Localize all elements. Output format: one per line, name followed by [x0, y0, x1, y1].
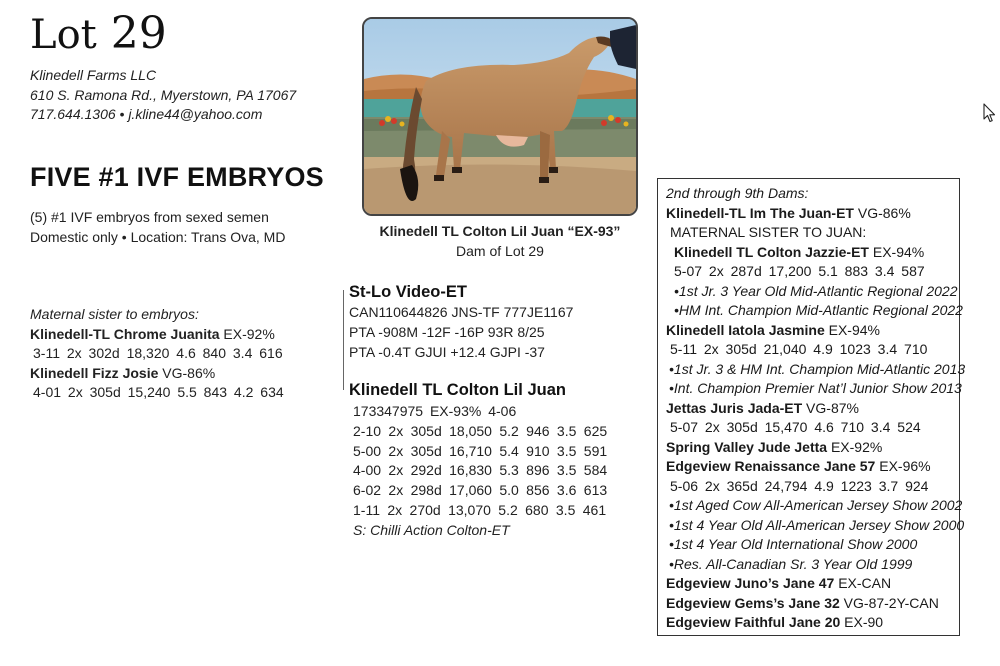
caption-cow-name: Klinedell TL Colton Lil Juan “EX-93”: [379, 223, 621, 239]
description-line: (5) #1 IVF embryos from sexed semen: [30, 209, 269, 225]
dam-entry: [666, 594, 959, 614]
achievement: •1st Jr. 3 & HM Int. Champion Mid-Atlantic 2013: [669, 360, 966, 377]
dams-heading: 2nd through 9th Dams:: [666, 185, 809, 201]
description-line: Domestic only • Location: Trans Ova, MD: [30, 229, 286, 245]
farm-address: 610 S. Ramona Rd., Myerstown, PA 17067: [30, 86, 297, 103]
production-record: 6-02 2x 298d 17,060 5.0 856 3.6 613: [353, 482, 608, 499]
production-record: 5-07 2x 287d 17,200 5.1 883 3.4 587: [674, 263, 925, 279]
production-record: 4-01 2x 305d 15,240 5.5 843 4.2 634: [33, 384, 284, 401]
cow-name: Klinedell-TL Im The Juan-ET: [666, 204, 854, 221]
sire-line: CAN110644826 JNS-TF 777JE1167: [349, 304, 574, 320]
maternal-sister-label: MATERNAL SISTER TO JUAN:: [670, 224, 867, 240]
production-record: 3-11 2x 302d 18,320 4.6 840 3.4 616: [33, 345, 283, 362]
dam-registration: 173347975 EX-93% 4-06: [353, 403, 517, 419]
classification-score: VG-87%: [802, 399, 859, 416]
classification-score: EX-92%: [219, 325, 275, 342]
classification-score: VG-87-2Y-CAN: [839, 594, 939, 611]
mouse-pointer-icon: [983, 103, 997, 128]
achievement: •1st 4 Year Old International Show 2000: [669, 536, 918, 552]
cow-photo: [362, 17, 638, 216]
dam-entry: [666, 438, 959, 458]
classification-score: VG-86%: [158, 364, 216, 381]
lot-description: [30, 207, 285, 247]
lot-title: [30, 8, 167, 61]
farm-contact: 717.644.1306 • j.kline44@yahoo.com: [30, 106, 263, 122]
achievement: •1st Aged Cow All-American Jersey Show 2002: [669, 497, 963, 513]
maternal-sister-section: [30, 305, 284, 403]
dam-name: Klinedell TL Colton Lil Juan: [349, 381, 566, 399]
production-record: 5-11 2x 305d 21,040 4.9 1023 3.4 710: [670, 341, 928, 357]
lot-number: 29: [110, 8, 167, 59]
classification-score: EX-96%: [875, 458, 931, 474]
consignor-info: [30, 66, 296, 125]
classification-score: VG-86%: [853, 204, 911, 221]
divider-line: [343, 290, 344, 390]
pedigree-dams-box: [657, 178, 966, 636]
classification-score: EX-94%: [824, 321, 880, 338]
cow-name: Spring Valley Jude Jetta: [666, 438, 828, 455]
classification-score: EX-92%: [827, 438, 883, 455]
dam-entry: [666, 457, 959, 477]
classification-score: EX-94%: [868, 243, 925, 260]
classification-score: EX-90: [840, 614, 884, 630]
dam-entry: [666, 321, 959, 341]
dam-entry: [666, 399, 959, 419]
dam-entry: [666, 613, 959, 633]
cow-name: Klinedell-TL Chrome Juanita: [30, 325, 220, 342]
dam-entry: [666, 574, 959, 594]
lot-word: Lot: [30, 12, 97, 58]
achievement: •1st Jr. 3 Year Old Mid-Atlantic Regional 2022: [674, 282, 958, 299]
sire-line: PTA -908M -12F -16P 93R 8/25: [349, 323, 545, 340]
cow-name: Edgeview Gems’s Jane 32: [666, 594, 840, 611]
cow-name: Klinedell Iatola Jasmine: [666, 321, 825, 338]
cow-name: Edgeview Faithful Jane 20: [666, 614, 841, 630]
classification-score: EX-CAN: [834, 575, 892, 591]
production-record: 4-00 2x 292d 16,830 5.3 896 3.5 584: [353, 462, 608, 479]
production-record: 2-10 2x 305d 18,050 5.2 946 3.5 625: [353, 422, 608, 439]
sire-line: PTA -0.4T GJUI +12.4 GJPI -37: [349, 343, 545, 360]
dam-section: [349, 379, 607, 541]
maternal-sister-entry: [30, 364, 284, 384]
dam-entry: [666, 243, 959, 263]
cow-name: Klinedell TL Colton Jazzie-ET: [674, 243, 869, 260]
achievement: •Res. All-Canadian Sr. 3 Year Old 1999: [669, 555, 913, 572]
achievement: •1st 4 Year Old All-American Jersey Show 2000: [669, 516, 965, 533]
cow-name: Klinedell Fizz Josie: [30, 364, 159, 381]
farm-name: Klinedell Farms LLC: [30, 67, 157, 83]
maternal-sister-entry: [30, 325, 284, 345]
production-record: 5-00 2x 305d 16,710 5.4 910 3.5 591: [353, 442, 608, 459]
dam-sire-line: S: Chilli Action Colton-ET: [353, 521, 510, 538]
sire-name: St-Lo Video-ET: [349, 283, 467, 301]
lot-headline: FIVE #1 IVF EMBRYOS: [30, 162, 324, 192]
production-record: 5-06 2x 365d 24,794 4.9 1223 3.7 924: [670, 477, 929, 494]
cow-name: Jettas Juris Jada-ET: [666, 399, 803, 416]
achievement: •HM Int. Champion Mid-Atlantic Regional 2022: [674, 302, 963, 318]
maternal-sister-heading: Maternal sister to embryos:: [30, 306, 199, 322]
jersey-cow-photo: [364, 19, 636, 214]
photo-caption: [362, 221, 638, 261]
sire-section: [349, 281, 573, 362]
caption-subtitle: Dam of Lot 29: [456, 243, 544, 259]
cow-name: Edgeview Juno’s Jane 47: [666, 575, 835, 591]
production-record: 5-07 2x 305d 15,470 4.6 710 3.4 524: [670, 419, 921, 435]
production-record: 1-11 2x 270d 13,070 5.2 680 3.5 461: [353, 501, 607, 518]
dam-entry: [666, 204, 959, 224]
achievement: •Int. Champion Premier Nat’l Junior Show 2013: [669, 380, 962, 396]
cow-name: Edgeview Renaissance Jane 57: [666, 458, 876, 474]
